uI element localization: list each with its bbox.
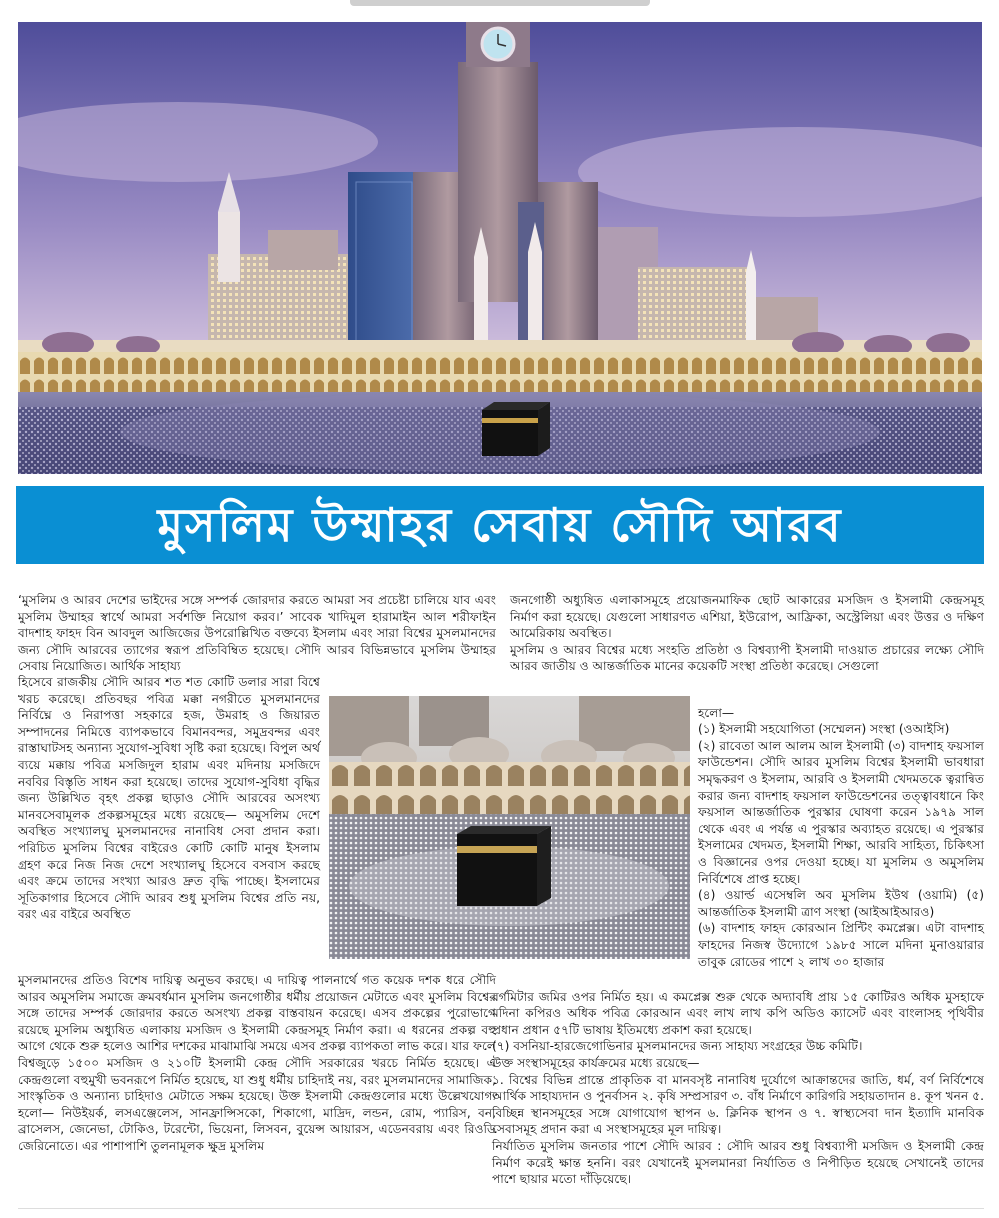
left-column-bottom-text: মুসলমানদের প্রতিও বিশেষ দায়িত্ব অনুভব করছে। এ দায়িত্ব পালনার্থে গত কয়েক দশক ধরে সৌদি আরব অমুসলিম সমাজে ক্রমবর্ধমান মুসলিম জনগোষ্ঠীর ধর্মীয় প্রয়োজন মেটাতে এবং মুসলিম বিশ্বের সঙ্গে তাদের সম্পর্ক জোরদার করতে অসংখ্য প্রকল্প বাস্তবায়ন করেছে। এসব প্রকল্পের পুরোভাগে রয়েছে মুসলিম অধ্যুষিত এলাকায় মসজিদ ও ইসলামী কেন্দ্রসমূহ নির্মাণ করা। এ ধরনের প্রকল্প বহু আগে থেকে শুরু হলেও আশির দশকের মাঝামাঝি সময়ে এসব প্রকল্প ব্যাপকতা লাভ করে। যার ফলে বিশ্বজুড়ে ১৫০০ মসজিদ ও ২১০টি ইসলামী কেন্দ্র সৌদি সরকারের খরচে নির্মিত হয়েছে। এ কেন্দ্রগুলো বহুমুখী ভবনরূপে নির্মিত হয়েছে, যা শুধু ধর্মীয় চাহিদাই নয়, বরং মুসলমানদের সামাজিক, সাংস্কৃতিক ও অন্যান্য চাহিদাও মেটাতে সক্ষম হয়েছে। উক্ত ইসলামী কেন্দ্রগুলোর মধ্যে উল্লেখযোগ্য হলো— নিউইয়র্ক, লসএঞ্জেলেস, সানফ্রান্সিসকো, শিকাগো, মাদ্রিদ, লন্ডন, রোম, প্যারিস, বন, ব্রাসেলস, জেনেভা, টোকিও, টরেন্টো, ভিয়েনা, লিসবন, বুয়েন্স আয়ারস, এডেনবরায় এবং রিওডি জেরিনোতে। এর পাশাপাশি তুলনামূলক ক্ষুদ্র মুসলিম bbox=[18, 973, 496, 1153]
inset-photo-kaaba bbox=[329, 696, 690, 959]
left-column-bottom bbox=[18, 972, 496, 1155]
right-column-intro2-text: মুসলিম ও আরব বিশ্বের মধ্যে সংহতি প্রতিষ্ঠা ও বিশ্বব্যাপী ইসলামী দাওয়াত প্রচারের লক্ষ্যে সৌদি আরব জাতীয় ও আন্তর্জাতিক মানের কয়েকটি সংস্থা প্রতিষ্ঠা করেছে। সেগুলো bbox=[510, 642, 984, 674]
right-column-wrap-text: হলো— (১) ইসলামী সহযোগিতা (সম্মেলন) সংস্থা (ওআইসি) (২) রাবেতা আল আলম আল ইসলামী (৩) বাদশাহ ফয়সাল ফাউন্ডেশন। সৌদি আরব মুসলিম বিশ্বের ইসলামী ভাবধারা সমৃদ্ধকরণ ও ইসলাম, আরবি ও ইসলামী খেদমতকে ত্বরান্বিত করার জন্য বাদশাহ ফয়সাল ফাউন্ডেশনের তত্ত্বাবধানে কিং ফয়সাল আন্তর্জাতিক পুরস্কার ঘোষণা করেন ১৯৭৯ সাল থেকে এবং এ পর্যন্ত এ পুরস্কার অব্যাহত রয়েছে। এ পুরস্কার ইসলামের খেদমত, ইসলামী শিক্ষা, আরবি সাহিত্য, চিকিৎসা ও বিজ্ঞানের ওপর দেওয়া হচ্ছে। যা মুসলিম ও অমুসলিম নির্বিশেষে প্রাপ্ত হচ্ছে। (৪) ওয়ার্ল্ড এসেম্বলি অব মুসলিম ইউথ (ওয়ামি) (৫) আন্তর্জাতিক ইসলামী ত্রাণ সংস্থা (আইআইআরও) (৬) বাদশাহ ফাহদ কোরআন প্রিন্টিং কমপ্লেক্স। এটা বাদশাহ ফাহদের নিজস্ব উদ্যোগে ১৯৮৫ সালে মদিনা মুনাওয়ারার তাবুক রোডের পাশে ২ লাখ ৩০ হাজার bbox=[698, 705, 984, 969]
page-bottom-rule bbox=[18, 1208, 984, 1209]
article-headline: মুসলিম উম্মাহর সেবায় সৌদি আরব bbox=[157, 498, 843, 552]
right-column-intro bbox=[510, 592, 984, 675]
article-body bbox=[18, 592, 984, 1202]
left-column-wrap-text: হিসেবে রাজকীয় সৌদি আরব শত শত কোটি ডলার সারা বিশ্বে খরচ করেছে। প্রতিবছর পবিত্র মক্কা নগরীতে মুসলমানদের নির্বিঘ্নে ও নিরাপত্তা সহকারে হজ, উমরাহ ও জিয়ারত সম্পাদনের নিমিত্তে ব্যাপকভাবে বিমানবন্দর, সমুদ্রবন্দর এবং রাস্তাঘাটসহ অন্যান্য সুযোগ-সুবিধা সৃষ্টি করা হয়েছে। বিপুল অর্থ ব্যয়ে মক্কায় পবিত্র মসজিদুল হারাম এবং মদিনায় মসজিদে নববির বিস্তৃতি সাধন করা হয়েছে। তাদের সুযোগ-সুবিধা বৃদ্ধির জন্য উল্লিখিত বৃহৎ প্রকল্প ছাড়াও সৌদি আরবের অসংখ্য মানবসেবামূলক প্রকল্পসমূহের মধ্যে রয়েছে— অমুসলিম দেশে অবস্থিত সংখ্যালঘু মুসলমানদের নানাবিধ সেবা প্রদান করা। পরিচিত মুসলিম বিশ্বের বাইরেও কোটি কোটি মানুষ ইসলাম গ্রহণ করে নিজ নিজ দেশে সংখ্যালঘু হিসেবে বসবাস করছে এবং ক্রমে তাদের সংখ্যা আরও দ্রুত বৃদ্ধি পাচ্ছে। ইসলামের সূতিকাগার হিসেবে সৌদি আরব শুধু মুসলিম বিশ্বের প্রতি নয়, বরং এর বাইরে অবস্থিত bbox=[18, 675, 320, 922]
left-column-wrap bbox=[18, 674, 320, 923]
right-column-wrap bbox=[698, 688, 984, 987]
masthead-stub bbox=[350, 0, 650, 6]
headline-banner bbox=[16, 486, 984, 564]
right-column-bottom bbox=[492, 972, 984, 1204]
hero-photo-clock-tower-kaaba bbox=[18, 22, 982, 474]
right-column-intro-text: জনগোষ্ঠী অধ্যুষিত এলাকাসমূহে প্রয়োজনমাফিক ছোট আকারের মসজিদ ও ইসলামী কেন্দ্রসমূহ নির্মাণ করা হয়েছে। যেগুলো সাধারণত এশিয়া, ইউরোপ, আফ্রিকা, অস্ট্রেলিয়া এবং উত্তর ও দক্ষিণ আমেরিকায় অবস্থিত। bbox=[510, 593, 984, 641]
right-column-bottom-text: বর্গমিটার জমির ওপর নির্মিত হয়। এ কমপ্লেক্স শুরু থেকে অদ্যাবধি প্রায় ১৫ কোটিরও অধিক মুসহাফে মদিনা কপিরও অধিক পবিত্র কোরআন এবং লাখ লাখ কপি অডিও ক্যাসেট এবং বাংলাসহ পৃথিবীর প্রধান প্রধান ৫৭টি ভাষায় ইতিমধ্যে প্রকাশ করা হয়েছে। (৭) বসনিয়া-হারজেগোভিনার মুসলমানদের জন্য সাহায্য সংগ্রহের উচ্চ কমিটি। উক্ত সংস্থাসমূহের কার্যক্রমের মধ্যে রয়েছে— ১. বিশ্বের বিভিন্ন প্রান্তে প্রাকৃতিক বা মানবসৃষ্ট নানাবিধ দুর্যোগে আক্রান্তদের জাতি, ধর্ম, বর্ণ নির্বিশেষে আর্থিক সাহায্যদান ও পুনর্বাসন ২. কৃষি সম্প্রসারণ ৩. বাঁধ নির্মাণে কারিগরি সহায়তাদান ৪. কূপ খনন ৫. বিচ্ছিন্ন স্থানসমূহের সঙ্গে যোগাযোগ স্থাপন ৬. ক্লিনিক স্থাপন ও ৭. স্বাস্থ্যসেবা দান ইত্যাদি মানবিক সেবাসমূহ প্রদান করা এ সংস্থাসমূহের মূল দায়িত্ব। নির্যাতিত মুসলিম জনতার পাশে সৌদি আরব : সৌদি আরব শুধু বিশ্বব্যাপী মসজিদ ও ইসলামী কেন্দ্র নির্মাণ করেই ক্ষান্ত হননি। বরং যেখানেই মুসলমানরা নির্যাতিত ও নিপীড়িত হয়েছে সেখানেই তাদের পাশে ছায়ার মতো দাঁড়িয়েছে। bbox=[492, 989, 984, 1187]
page-top-strip bbox=[0, 0, 999, 22]
left-column-intro-text: ‘মুসলিম ও আরব দেশের ভাইদের সঙ্গে সম্পর্ক জোরদার করতে আমরা সব প্রচেষ্টা চালিয়ে যাব এবং মুসলিম উম্মাহর স্বার্থে আমরা সর্বশক্তি নিয়োগ করব।’ সাবেক খাদিমুল হারামাইন আল শরীফাইন বাদশাহ ফাহদ বিন আবদুল আজিজের উপরোল্লিখিত বক্তব্যে ইসলাম এবং সারা বিশ্বের মুসলমানদের জন্য সৌদি আরবের ত্যাগের স্বরূপ প্রতিবিম্বিত হয়েছে। সৌদি আরব বিভিন্নভাবে মুসলিম উম্মাহর সেবায় নিয়োজিত। আর্থিক সাহায্য bbox=[18, 593, 496, 674]
left-column-intro bbox=[18, 592, 496, 675]
